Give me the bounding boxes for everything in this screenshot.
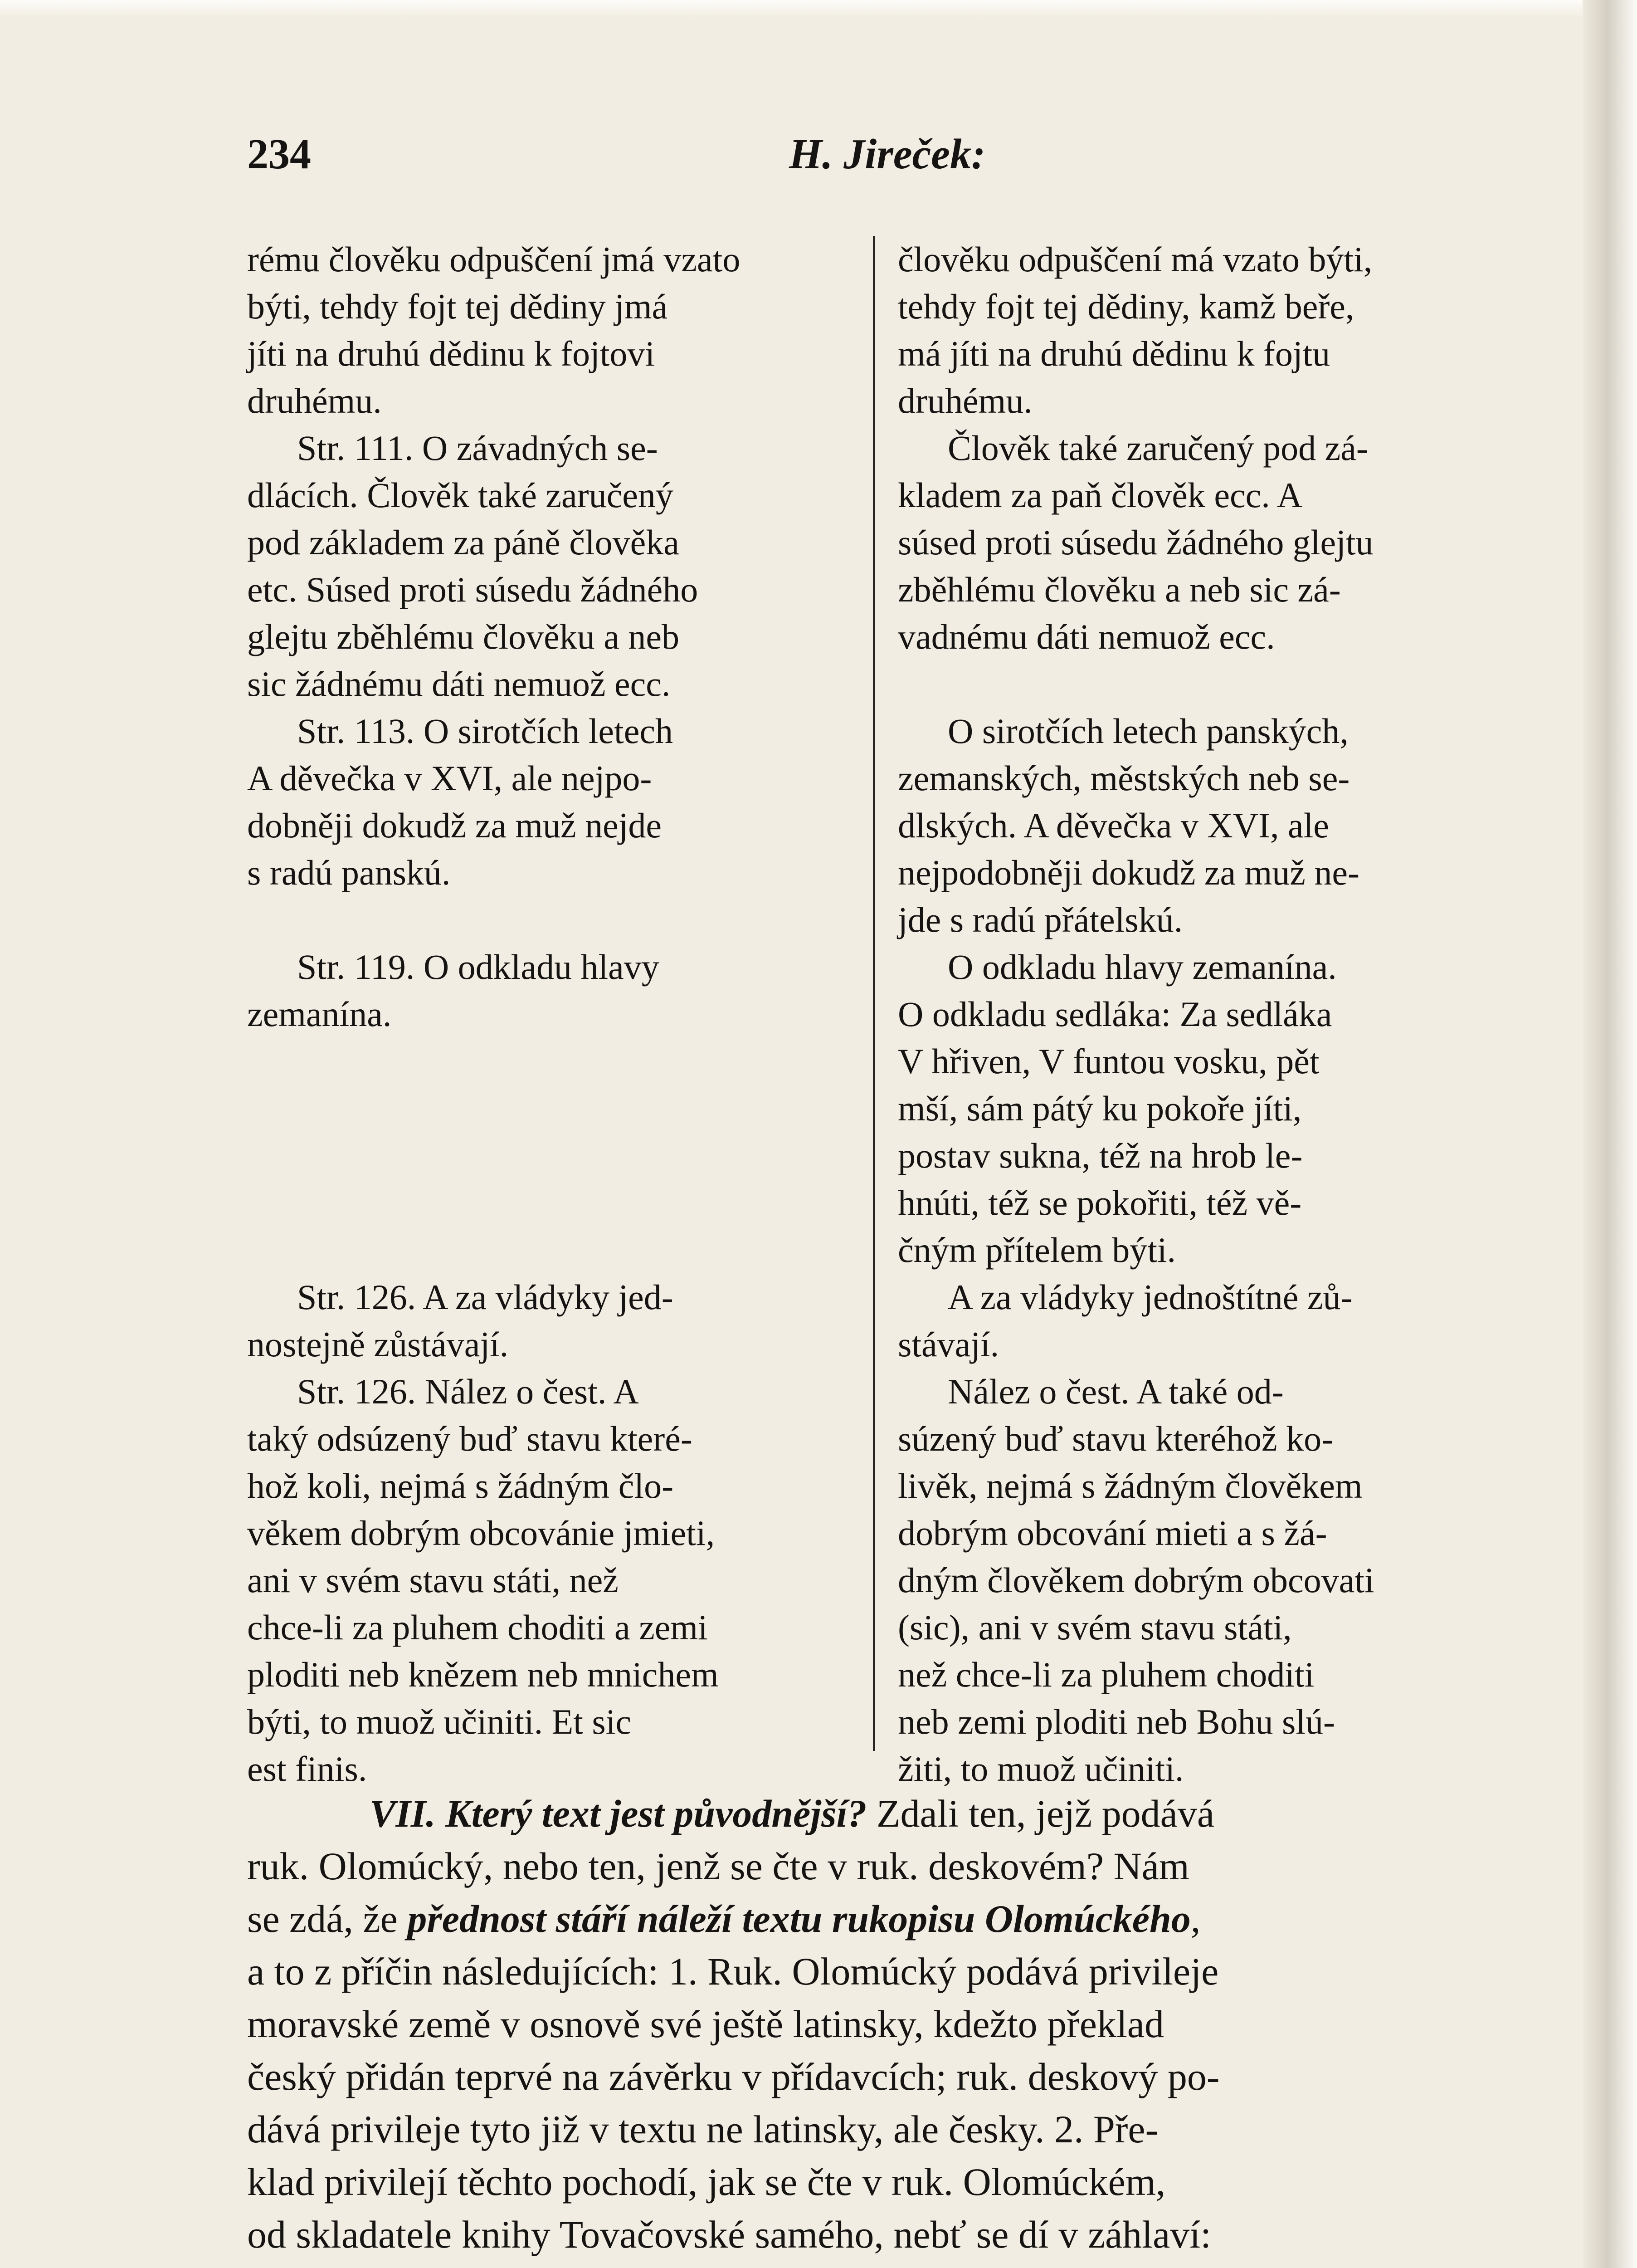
page-top-edge bbox=[0, 0, 1637, 18]
left-line: rému člověku odpuščení jmá vzato bbox=[247, 240, 741, 279]
right-line: nejpodobněji dokudž za muž ne- bbox=[898, 853, 1359, 892]
left-line: Str. 111. O závadných se- bbox=[297, 428, 658, 468]
right-line: než chce-li za pluhem choditi bbox=[898, 1655, 1315, 1694]
left-line: jíti na druhú dědinu k fojtovi bbox=[247, 334, 655, 373]
section-line: od skladatele knihy Tovačovské samého, nebť se dí v záhlaví: bbox=[247, 2213, 1212, 2256]
right-column bbox=[898, 236, 1501, 1793]
right-line: druhému. bbox=[898, 381, 1033, 420]
left-blank-line bbox=[247, 1132, 841, 1179]
left-blank-line bbox=[247, 1227, 841, 1274]
left-line: Str. 126. Nález o čest. A bbox=[297, 1372, 639, 1411]
left-line: ani v svém stavu státi, než bbox=[247, 1560, 619, 1600]
section-line: český přidán teprvé na závěrku v přídavcích; ruk. deskový po- bbox=[247, 2055, 1220, 2098]
right-line: O odkladu hlavy zemanína. bbox=[948, 947, 1337, 987]
left-line: glejtu zběhlému člověku a neb bbox=[247, 617, 679, 656]
right-line: (sic), ani v svém stavu státi, bbox=[898, 1608, 1292, 1647]
right-blank-line bbox=[898, 660, 1501, 708]
left-blank-line bbox=[247, 1085, 841, 1132]
left-line: hož koli, nejmá s žádným člo- bbox=[247, 1466, 674, 1505]
left-blank-line bbox=[247, 1038, 841, 1085]
right-line: súsed proti súsedu žádného glejtu bbox=[898, 523, 1374, 562]
left-line: taký odsúzený buď stavu které- bbox=[247, 1419, 692, 1458]
right-line: tehdy fojt tej dědiny, kamž beře, bbox=[898, 287, 1354, 326]
right-line: dobrým obcování mieti a s žá- bbox=[898, 1513, 1327, 1553]
left-line: ploditi neb knězem neb mnichem bbox=[247, 1655, 719, 1694]
section-vii-text bbox=[247, 1787, 1499, 2261]
page-right-edge bbox=[1583, 0, 1637, 2268]
left-line: věkem dobrým obcovánie jmieti, bbox=[247, 1513, 715, 1553]
left-line: s radú panskú. bbox=[247, 853, 451, 892]
left-line: pod základem za páně člověka bbox=[247, 523, 679, 562]
section-line: dává privileje tyto již v textu ne latinsky, ale česky. 2. Pře- bbox=[247, 2107, 1159, 2151]
right-line: jde s radú přátelskú. bbox=[898, 900, 1183, 939]
left-line: sic žádnému dáti nemuož ecc. bbox=[247, 664, 671, 704]
section-line: ruk. Olomúcký, nebo ten, jenž se čte v ruk. deskovém? Nám bbox=[247, 1844, 1189, 1888]
section-heading: VII. Který text jest původnější? bbox=[370, 1792, 867, 1835]
right-line: hnúti, též se pokořiti, též vě- bbox=[898, 1183, 1302, 1222]
left-line: chce-li za pluhem choditi a zemi bbox=[247, 1608, 708, 1647]
left-line: Str. 113. O sirotčích letech bbox=[297, 711, 673, 751]
left-line: Str. 126. A za vládyky jed- bbox=[297, 1277, 673, 1317]
left-line: dobněji dokudž za muž nejde bbox=[247, 806, 662, 845]
emphasis-text: přednost stáří náleží textu rukopisu Olomúckého bbox=[407, 1897, 1191, 1941]
right-line: O odkladu sedláka: Za sedláka bbox=[898, 994, 1332, 1034]
right-line: O sirotčích letech panských, bbox=[948, 711, 1349, 751]
left-line: druhému. bbox=[247, 381, 382, 420]
section-line: klad privilejí těchto pochodí, jak se čte v ruk. Olomúckém, bbox=[247, 2160, 1166, 2204]
left-line: Str. 119. O odkladu hlavy bbox=[297, 947, 659, 987]
section-line: VII. Který text jest původnější? Zdali ten, jejž podává bbox=[370, 1792, 1215, 1835]
left-blank-line bbox=[247, 1179, 841, 1227]
left-column bbox=[247, 236, 841, 1793]
right-line: čným přítelem býti. bbox=[898, 1230, 1176, 1270]
left-line: býti, to muož učiniti. Et sic bbox=[247, 1702, 632, 1741]
left-line: býti, tehdy fojt tej dědiny jmá bbox=[247, 287, 668, 326]
right-line: livěk, nejmá s žádným člověkem bbox=[898, 1466, 1363, 1505]
right-line: A za vládyky jednoštítné zů- bbox=[948, 1277, 1353, 1317]
left-line: A děvečka v XVI, ale nejpo- bbox=[247, 758, 652, 798]
left-blank-line bbox=[247, 896, 841, 943]
right-line: zběhlému člověku a neb sic zá- bbox=[898, 570, 1341, 609]
right-line: má jíti na druhú dědinu k fojtu bbox=[898, 334, 1330, 373]
right-line: Člověk také zaručený pod zá- bbox=[948, 428, 1368, 468]
right-line: vadnému dáti nemuož ecc. bbox=[898, 617, 1275, 656]
right-line: súzený buď stavu kteréhož ko- bbox=[898, 1419, 1334, 1458]
right-line: kladem za paň člověk ecc. A bbox=[898, 475, 1303, 515]
right-line: dlských. A děvečka v XVI, ale bbox=[898, 806, 1329, 845]
right-line: zemanských, městských neb se- bbox=[898, 758, 1350, 798]
left-line: etc. Súsed proti súsedu žádného bbox=[247, 570, 698, 609]
right-line: žiti, to muož učiniti. bbox=[898, 1749, 1184, 1789]
column-divider bbox=[873, 236, 875, 1751]
running-header-author: H. Jireček: bbox=[789, 131, 986, 178]
right-line: V hřiven, V funtou vosku, pět bbox=[898, 1041, 1320, 1081]
right-line: neb zemi ploditi neb Bohu slú- bbox=[898, 1702, 1335, 1741]
section-line: a to z příčin následujících: 1. Ruk. Olomúcký podává privileje bbox=[247, 1950, 1219, 1993]
section-line: se zdá, že přednost stáří náleží textu rukopisu Olomúckého, bbox=[247, 1897, 1201, 1941]
section-line: moravské země v osnově své ještě latinsky, kdežto překlad bbox=[247, 2002, 1164, 2046]
left-line: zemanína. bbox=[247, 994, 392, 1034]
right-line: Nález o čest. A také od- bbox=[948, 1372, 1284, 1411]
right-line: dným člověkem dobrým obcovati bbox=[898, 1560, 1374, 1600]
right-line: stávají. bbox=[898, 1325, 999, 1364]
left-line: dlácích. Člověk také zaručený bbox=[247, 475, 673, 515]
right-line: člověku odpuščení má vzato býti, bbox=[898, 240, 1373, 279]
page-number: 234 bbox=[247, 131, 311, 178]
left-line: nostejně zůstávají. bbox=[247, 1325, 509, 1364]
right-line: postav sukna, též na hrob le- bbox=[898, 1136, 1303, 1175]
right-line: mší, sám pátý ku pokoře jíti, bbox=[898, 1089, 1302, 1128]
left-line: est finis. bbox=[247, 1749, 367, 1789]
